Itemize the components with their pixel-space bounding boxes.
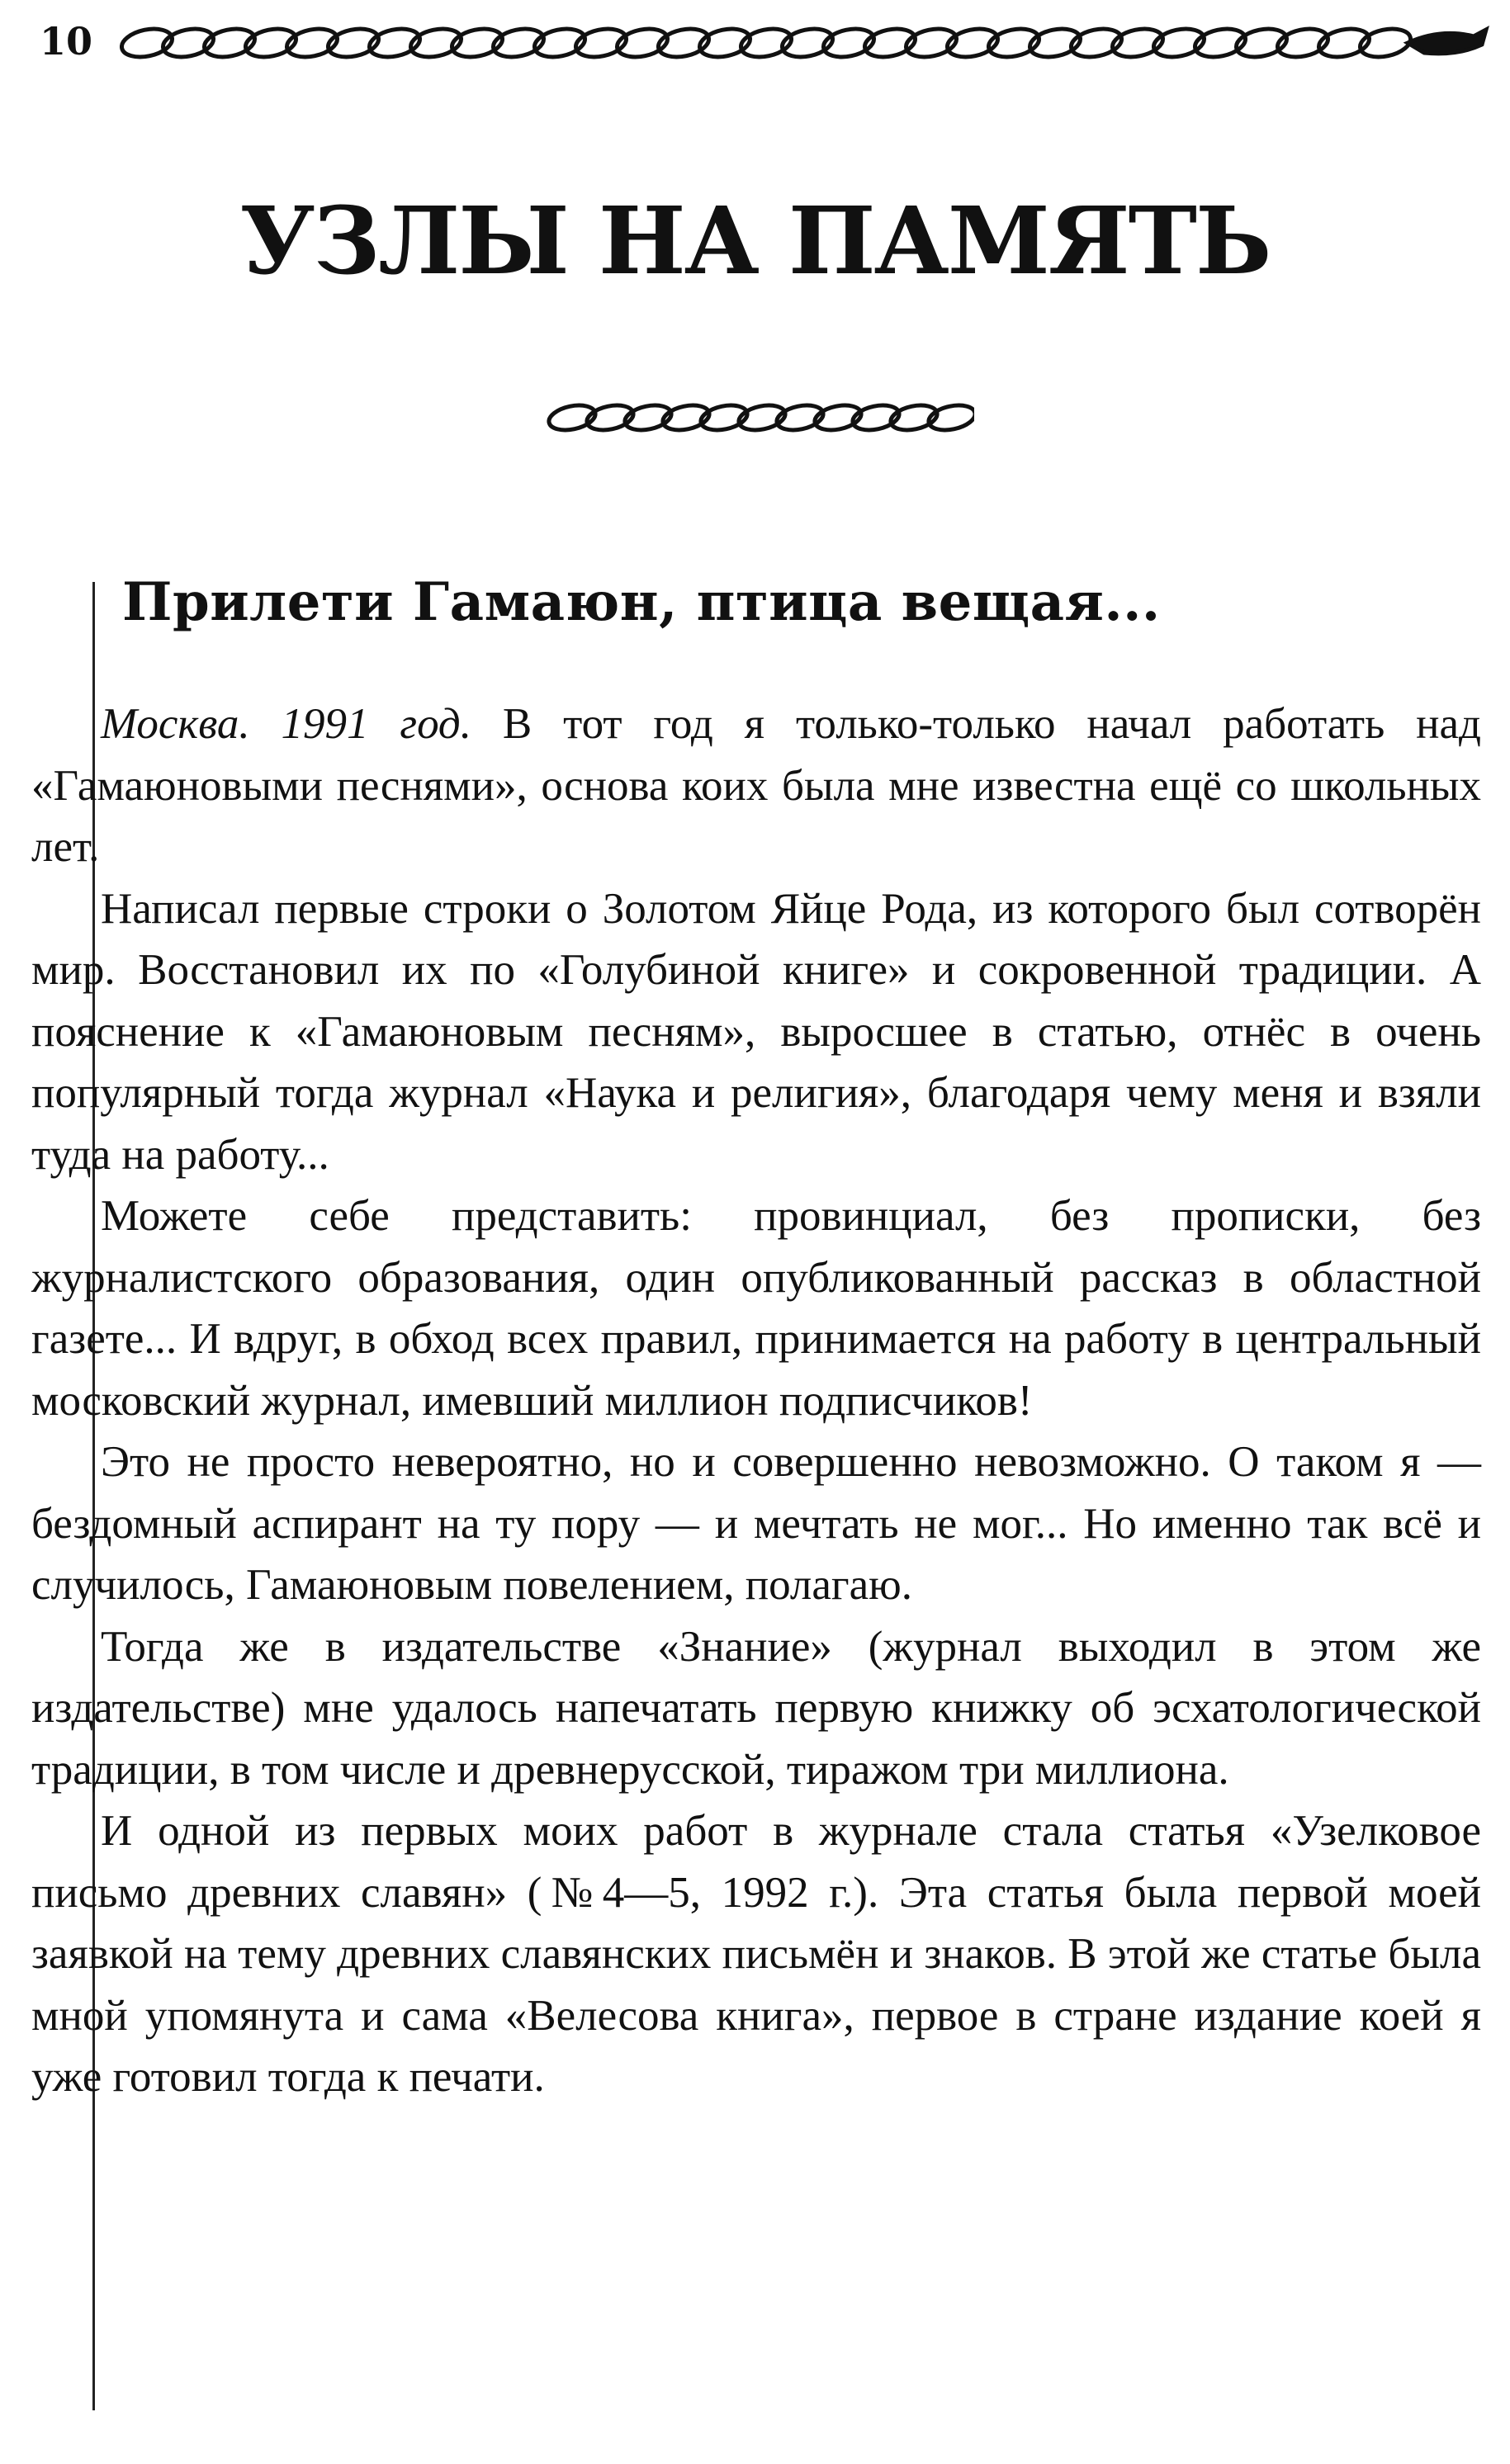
chain-link — [201, 25, 257, 61]
paragraph — [31, 1616, 1481, 1801]
paragraph — [31, 693, 1481, 878]
chain-link — [821, 25, 876, 61]
chain-link — [656, 25, 711, 61]
chain-link — [697, 25, 752, 61]
paragraph — [31, 1800, 1481, 2108]
section-heading: Прилети Гамаюн, птица вещая... — [122, 571, 1161, 633]
paragraph-text: В тот год я только-только начал работать над «Гамаюновыми песнями», основа коих была мне известна ещё со школьных лет. — [31, 700, 1481, 871]
chain-link — [903, 25, 959, 61]
chain-link — [1233, 25, 1289, 61]
chain-link — [367, 25, 422, 61]
paragraph-text: Это не просто невероятно, но и совершенно невозможно. О таком я — бездомный аспирант на ту пору — и мечтать не мог... Но именно так всё и случилось, Гамаюновым повелением, полагаю. — [31, 1438, 1481, 1609]
chain-link — [1110, 25, 1165, 61]
chain-link — [243, 25, 298, 61]
chain-link — [532, 25, 587, 61]
paragraph-text: Написал первые строки о Золотом Яйце Рода, из которого был сотворён мир. Восстановил их по «Голубиной книге» и сокровенной традиции. А пояснение к «Гамаюновым песням», выросшее в статью, отнёс в очень популярный тогда журнал «Наука и религия», благодаря чему меня и взяли туда на работу... — [31, 884, 1481, 1179]
chain-link — [738, 25, 793, 61]
chain-link — [160, 25, 215, 61]
paragraph-text: Можете себе представить: провинциал, без прописки, без журналистского образования, один опубликованный рассказ в областной газете... И вдруг, в обход всех правил, принимается на работу в центральный московский журнал, имевший миллион подписчиков! — [31, 1192, 1481, 1425]
paragraph-text: И одной из первых моих работ в журнале стала статья «Узелковое письмо древних славян» (№4—5, 1992 г.). Эта статья была первой моей заявкой на тему древних славянских письмён и знаков. В этой же статье была мной упомянута и сама «Велесова книга», первое в стране издание коей я уже готовил тогда к печати. — [31, 1807, 1481, 2101]
chain-link — [408, 25, 463, 61]
chain-link — [449, 25, 504, 61]
chain-link — [284, 25, 339, 61]
chain-link — [1151, 25, 1206, 61]
chain-link — [573, 25, 628, 61]
chain-link — [986, 25, 1041, 61]
chain-link — [1192, 25, 1247, 61]
paragraph — [31, 1431, 1481, 1616]
chain-link — [1068, 25, 1124, 61]
paragraph — [31, 878, 1481, 1186]
page-number: 10 — [40, 19, 93, 64]
title-divider-ornament — [545, 398, 974, 437]
paragraph — [31, 1185, 1481, 1431]
header-chain-ornament — [120, 20, 1490, 66]
body-text — [31, 693, 1481, 2108]
chapter-title: УЗЛЫ НА ПАМЯТЬ — [239, 187, 1271, 296]
chain-link — [862, 25, 917, 61]
chain-link — [779, 25, 835, 61]
chain-link — [944, 25, 1000, 61]
chain-link — [1316, 25, 1371, 61]
chain-link — [1027, 25, 1082, 61]
place-date: Москва. 1991 год. — [101, 700, 471, 748]
chain-link — [120, 25, 175, 61]
chain-link — [614, 25, 670, 61]
chain-link — [1275, 25, 1330, 61]
chain-link — [490, 25, 546, 61]
paragraph-text: Тогда же в издательстве «Знание» (журнал выходил в этом же издательстве) мне удалось напечатать первую книжку об эсхатологической традиции, в том числе и древнерусской, тиражом три миллиона. — [31, 1622, 1481, 1794]
chain-link — [325, 25, 381, 61]
